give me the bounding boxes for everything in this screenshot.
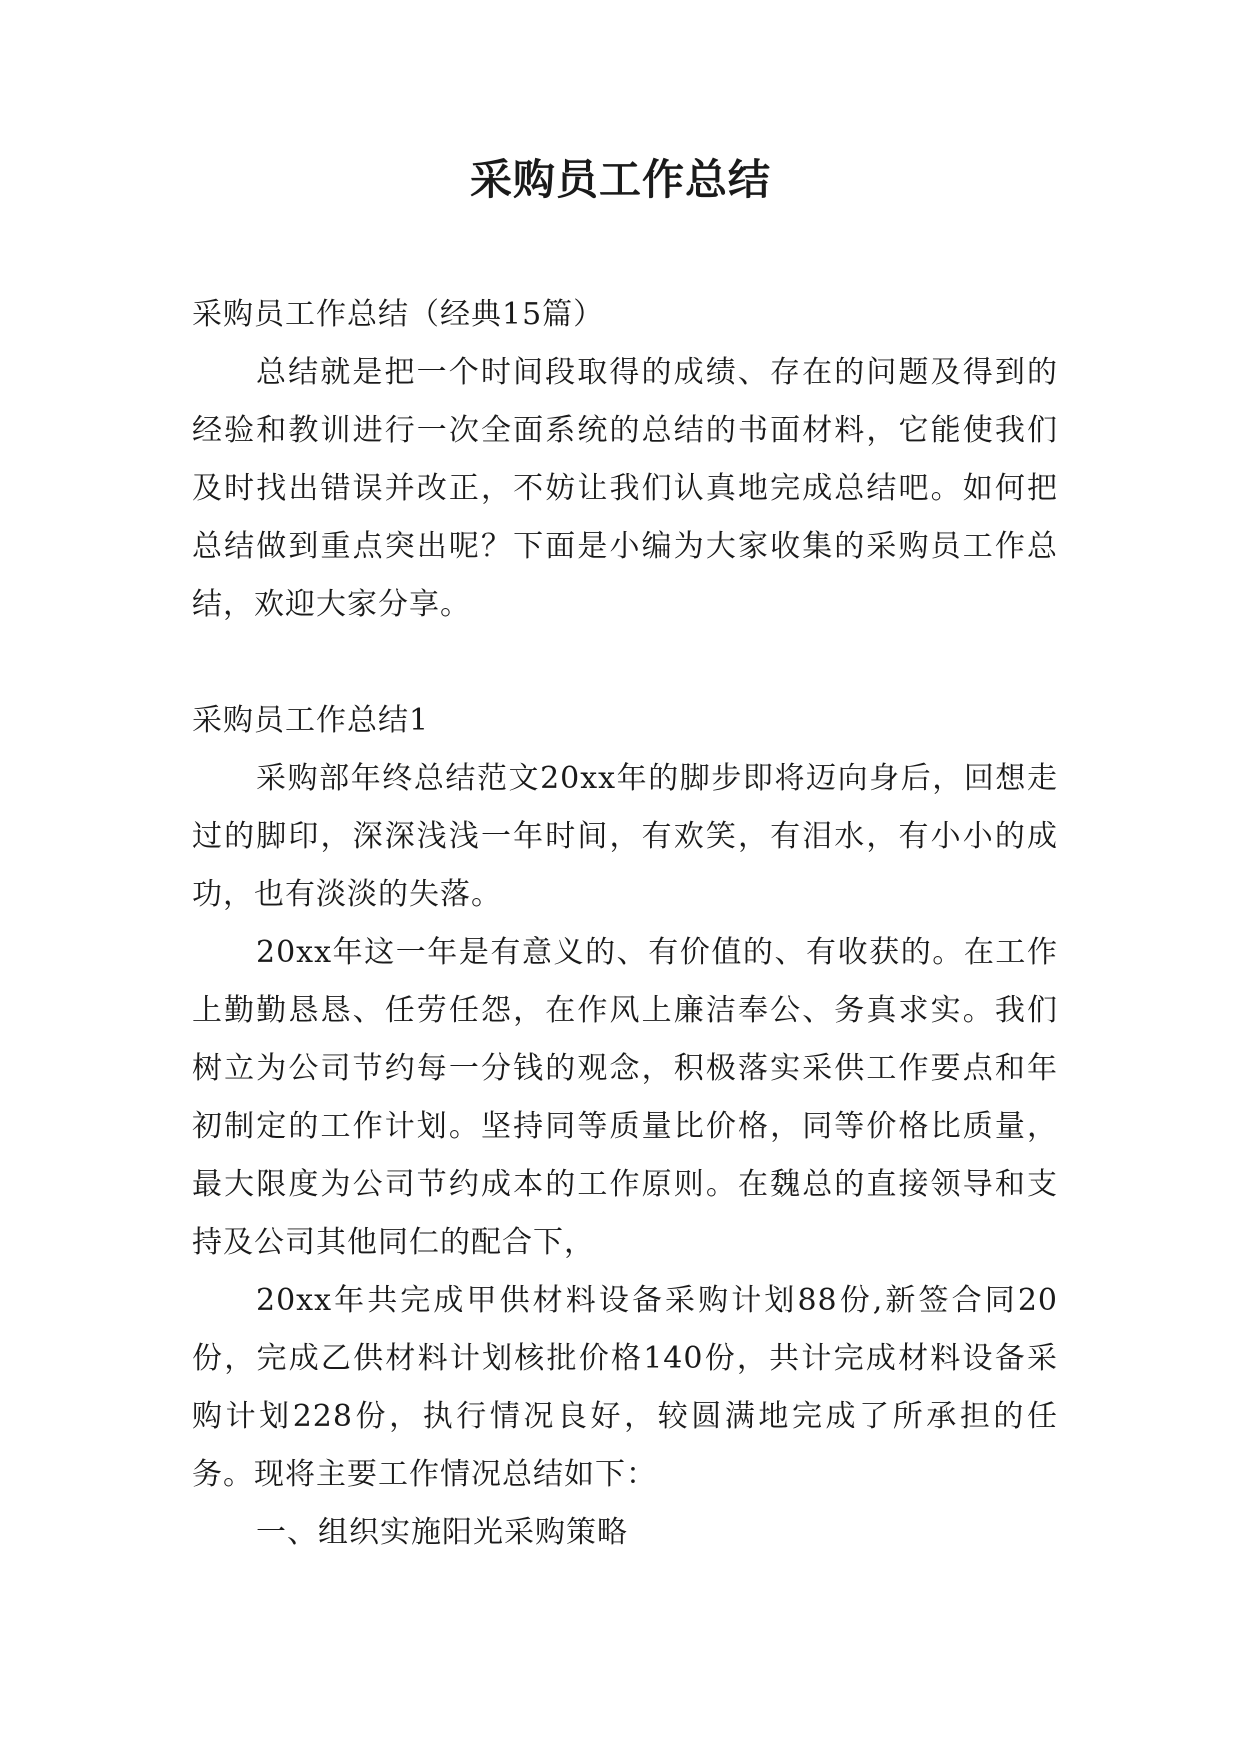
document-title: 采购员工作总结 [469, 155, 771, 204]
section-heading: 采购员工作总结1 [192, 703, 430, 738]
body-paragraph: 采购部年终总结范文20xx年的脚步即将迈向身后，回想走过的脚印，深深浅浅一年时间，有欢笑，有泪水，有小小的成功，也有淡淡的失落。 [192, 761, 1058, 912]
body-paragraph: 20xx年这一年是有意义的、有价值的、有收获的。在工作上勤勤恳恳、任劳任怨，在作风上廉洁奉公、务真求实。我们树立为公司节约每一分钱的观念，积极落实采供工作要点和年初制定的工作计划。坚持同等质量比价格，同等价格比质量，最大限度为公司节约成本的工作原则。在魏总的直接领导和支持及公司其他同仁的配合下， [192, 935, 1058, 1260]
document-body [192, 286, 1058, 1562]
document-subtitle: 采购员工作总结（经典15篇） [192, 297, 605, 332]
subsection-heading: 一、组织实施阳光采购策略 [256, 1515, 628, 1550]
intro-paragraph: 总结就是把一个时间段取得的成绩、存在的问题及得到的经验和教训进行一次全面系统的总结的书面材料，它能使我们及时找出错误并改正，不妨让我们认真地完成总结吧。如何把总结做到重点突出呢？下面是小编为大家收集的采购员工作总结，欢迎大家分享。 [192, 355, 1058, 622]
body-paragraph: 20xx年共完成甲供材料设备采购计划88份,新签合同20份，完成乙供材料计划核批价格140份，共计完成材料设备采购计划228份，执行情况良好，较圆满地完成了所承担的任务。现将主要工作情况总结如下： [192, 1283, 1058, 1492]
